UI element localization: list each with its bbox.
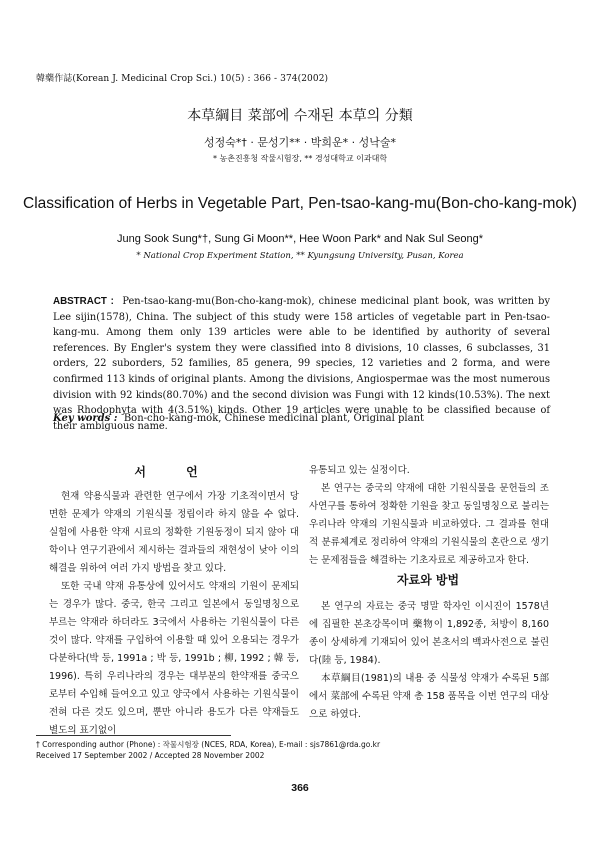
footnote-correspondence: † Corresponding author (Phone) : 작물시험장 (NCES, RDA, Korea), E-mail : sjs7861@rda.go.kr bbox=[36, 740, 381, 749]
intro-continuation: 유통되고 있는 실정이다. bbox=[309, 465, 410, 476]
method-paragraph-2: 本草綱目(1981)의 내용 중 식물성 약재가 수록된 5部에서 菜部에 수록된 약재 총 158 품목을 이번 연구의 대상으로 하였다. bbox=[309, 673, 549, 720]
intro-paragraph-3: 본 연구는 중국의 약재에 대한 기원식물을 문헌들의 조사연구를 통하여 정확한 기원을 찾고 동일명칭으로 불리는 우리나라 약재의 기원식물과 비교하였다. 그 결과를 현대적 분류체계로 정리하여 약재의 기원식물의 혼란으로 생기는 문제점들을 해결하는 기초자료로 제공하고자 한다. bbox=[309, 483, 549, 566]
method-paragraph-1: 본 연구의 자료는 중국 명말 학자인 이시진이 1578년에 집필한 본초강목이며 藥物이 1,892종, 처방이 8,160종이 상세하게 기재되어 있어 본초서의 백과사전으로 불린다(陸 등, 1984). bbox=[309, 601, 549, 666]
right-column-top bbox=[309, 462, 549, 570]
korean-affiliation: * 농촌진흥청 작물시험장, ** 경성대학교 이과대학 bbox=[212, 154, 388, 163]
page-number: 366 bbox=[291, 782, 309, 794]
abstract-text: Pen-tsao-kang-mu(Bon-cho-kang-mok), chinese medicinal plant book, was written by Lee sijin(1578), China. The subject of this study were 158 articles of vegetable part in Pen-tsao-kang-mu. Among them only 139 articles were able to be identified by authority of several references. By Engler's system they were classified into 8 divisions, 10 classes, 6 subclasses, 31 orders, 22 suborders, 52 families, 85 genera, 99 species, 12 varieties and 2 forma, and were confirmed 113 kinds of original plants. Among the divisions, Angiospermae was the most numerous division with 92 kinds(80.70%) and the second division was Fungi with 12 kinds(10.53%). The next was Rhodophyta with 4(3.51%) kinds. Other 19 articles were unable to be classified because of their ambiguous name. bbox=[53, 296, 550, 432]
footnote-received: Received 17 September 2002 / Accepted 28 November 2002 bbox=[36, 751, 265, 760]
keywords-text: Bon-cho-kang-mok, Chinese medicinal plant, Original plant bbox=[123, 413, 425, 424]
intro-heading: 서 언 bbox=[134, 465, 216, 479]
keywords bbox=[53, 413, 550, 424]
korean-authors: 성정숙*† · 문성기** · 박희운* · 성낙술* bbox=[204, 136, 396, 149]
korean-title: 本草綱目 菜部에 수재된 本草의 分類 bbox=[187, 108, 413, 124]
english-title: Classification of Herbs in Vegetable Part, Pen-tsao-kang-mu(Bon-cho-kang-mok) bbox=[23, 195, 577, 212]
journal-header: 韓藥作誌(Korean J. Medicinal Crop Sci.) 10(5) : 366 - 374(2002) bbox=[36, 74, 329, 84]
english-affiliation: * National Crop Experiment Station, ** Kyungsung University, Pusan, Korea bbox=[136, 251, 464, 261]
keywords-label: Key words : bbox=[53, 413, 118, 424]
right-column-bottom bbox=[309, 598, 549, 724]
english-authors: Jung Sook Sung*†, Sung Gi Moon**, Hee Woon Park* and Nak Sul Seong* bbox=[116, 233, 484, 245]
footnote-divider bbox=[36, 735, 231, 736]
left-column bbox=[49, 488, 299, 740]
footnote bbox=[36, 739, 566, 761]
abstract-label: ABSTRACT : bbox=[53, 296, 114, 307]
intro-paragraph-2: 또한 국내 약재 유통상에 있어서도 약재의 기원이 문제되는 경우가 많다. 중국, 한국 그리고 일본에서 동일명칭으로 부르는 약재라 하더라도 3국에서 사용하는 기원식물이 다른 것이 많다. 약재를 구입하여 이용할 때 있어 오용되는 경우가 다분하다(박 등, 1991a ; 박 등, 1991b ; 柳, 1992 ; 韓 등, 1996). 특히 우리나라의 경우는 대부분의 한약재를 중국으로부터 수입해 들여오고 있고 양국에서 사용하는 기원식물이 전혀 다른 것도 있으며, 뿐만 아니라 용도가 다른 약재들도 별도의 표기없이 bbox=[49, 581, 299, 736]
method-heading: 자료와 방법 bbox=[396, 573, 460, 587]
intro-paragraph-1: 현재 약용식물과 관련한 연구에서 가장 기초적이면서 당면한 문제가 약재의 기원식물 정립이라 하지 않을 수 없다. 실험에 사용한 약재 시료의 정확한 기원동정이 되지 않아 대학이나 연구기관에서 제시하는 결과들의 재현성이 낮아 이의 해결을 위하여 여러 가지 방법을 찾고 있다. bbox=[49, 491, 299, 574]
